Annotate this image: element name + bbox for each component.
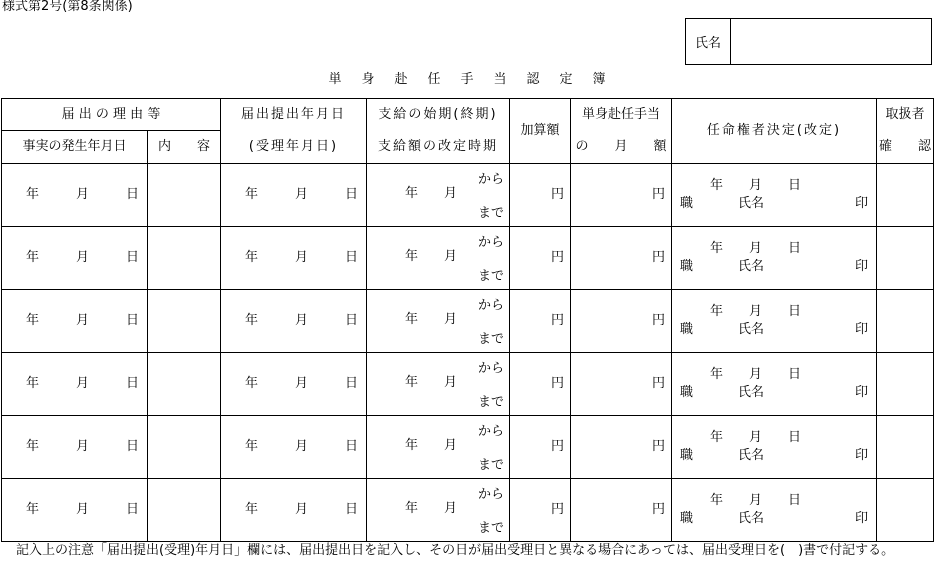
form-number: 様式第2号(第8条関係) <box>2 0 133 14</box>
header-submit-date-line2: (受理年月日) <box>248 139 339 154</box>
day-unit: 日 <box>344 250 358 265</box>
name-label: 氏名 <box>738 322 765 337</box>
year-unit: 年 <box>710 304 724 319</box>
year-unit: 年 <box>710 241 724 256</box>
yen-unit: 円 <box>550 250 564 265</box>
seal-label: 印 <box>854 259 868 274</box>
submit-date-cell[interactable] <box>221 479 367 542</box>
addition-cell[interactable] <box>510 479 571 542</box>
month-unit: 月 <box>294 502 308 517</box>
submit-date-cell[interactable] <box>221 353 367 416</box>
header-submit-date <box>221 99 367 164</box>
day-unit: 日 <box>788 367 802 382</box>
day-unit: 日 <box>344 376 358 391</box>
header-monthly-line2: の 月 額 <box>575 139 667 154</box>
name-label: 氏名 <box>738 448 765 463</box>
confirm-cell[interactable] <box>877 290 934 353</box>
submit-date-cell[interactable] <box>221 290 367 353</box>
to-label: まで <box>477 395 504 410</box>
to-label: まで <box>477 458 504 473</box>
from-label: から <box>477 235 504 250</box>
month-unit: 月 <box>75 313 89 328</box>
content-cell[interactable] <box>148 227 221 290</box>
yen-unit: 円 <box>550 187 564 202</box>
table-row <box>2 479 934 542</box>
year-unit: 年 <box>405 501 419 516</box>
to-label: まで <box>477 521 504 536</box>
table-row <box>2 164 934 227</box>
year-unit: 年 <box>710 430 724 445</box>
monthly-amount-cell[interactable] <box>571 479 672 542</box>
header-confirm <box>877 99 934 164</box>
occurrence-date-cell[interactable] <box>2 479 148 542</box>
header-occurrence-date: 事実の発生年月日 <box>2 131 148 164</box>
yen-unit: 円 <box>651 439 665 454</box>
occurrence-date-cell[interactable] <box>2 416 148 479</box>
month-unit: 月 <box>444 312 458 327</box>
name-label: 氏名 <box>686 19 731 64</box>
month-unit: 月 <box>75 376 89 391</box>
confirm-cell[interactable] <box>877 479 934 542</box>
day-unit: 日 <box>344 439 358 454</box>
month-unit: 月 <box>294 250 308 265</box>
table-row <box>2 416 934 479</box>
name-label: 氏名 <box>738 259 765 274</box>
month-unit: 月 <box>444 501 458 516</box>
yen-unit: 円 <box>651 502 665 517</box>
name-box <box>685 18 932 65</box>
header-monthly-line1: 単身赴任手当 <box>581 107 660 122</box>
decision-cell[interactable] <box>672 290 877 353</box>
year-unit: 年 <box>244 502 258 517</box>
year-unit: 年 <box>25 376 39 391</box>
to-label: まで <box>477 332 504 347</box>
monthly-amount-cell[interactable] <box>571 290 672 353</box>
year-unit: 年 <box>244 187 258 202</box>
month-unit: 月 <box>749 178 763 193</box>
confirm-cell[interactable] <box>877 227 934 290</box>
month-unit: 月 <box>75 187 89 202</box>
year-unit: 年 <box>244 250 258 265</box>
day-unit: 日 <box>788 241 802 256</box>
day-unit: 日 <box>125 187 139 202</box>
occurrence-date-cell[interactable] <box>2 290 148 353</box>
period-cell[interactable] <box>367 416 510 479</box>
confirm-cell[interactable] <box>877 416 934 479</box>
month-unit: 月 <box>294 376 308 391</box>
year-unit: 年 <box>405 438 419 453</box>
from-label: から <box>477 361 504 376</box>
monthly-amount-cell[interactable] <box>571 416 672 479</box>
day-unit: 日 <box>788 178 802 193</box>
from-label: から <box>477 424 504 439</box>
month-unit: 月 <box>444 375 458 390</box>
addition-cell[interactable] <box>510 164 571 227</box>
name-label: 氏名 <box>738 385 765 400</box>
confirm-cell[interactable] <box>877 353 934 416</box>
table-row <box>2 290 934 353</box>
year-unit: 年 <box>710 178 724 193</box>
post-label: 職 <box>680 385 694 400</box>
from-label: から <box>477 298 504 313</box>
day-unit: 日 <box>344 502 358 517</box>
confirm-cell[interactable] <box>877 164 934 227</box>
from-label: から <box>477 487 504 502</box>
certification-register-table <box>1 98 934 542</box>
addition-cell[interactable] <box>510 227 571 290</box>
period-cell[interactable] <box>367 227 510 290</box>
month-unit: 月 <box>444 438 458 453</box>
post-label: 職 <box>680 196 694 211</box>
seal-label: 印 <box>854 322 868 337</box>
content-cell[interactable] <box>148 353 221 416</box>
submit-date-cell[interactable] <box>221 227 367 290</box>
header-content: 内 容 <box>148 131 221 164</box>
seal-label: 印 <box>854 511 868 526</box>
month-unit: 月 <box>749 304 763 319</box>
month-unit: 月 <box>444 249 458 264</box>
monthly-amount-cell[interactable] <box>571 353 672 416</box>
month-unit: 月 <box>749 241 763 256</box>
year-unit: 年 <box>405 375 419 390</box>
yen-unit: 円 <box>651 250 665 265</box>
yen-unit: 円 <box>651 376 665 391</box>
period-cell[interactable] <box>367 164 510 227</box>
occurrence-date-cell[interactable] <box>2 164 148 227</box>
header-period-line1: 支給の始期(終期) <box>378 107 498 122</box>
post-label: 職 <box>680 259 694 274</box>
yen-unit: 円 <box>550 313 564 328</box>
decision-cell[interactable] <box>672 164 877 227</box>
year-unit: 年 <box>244 439 258 454</box>
year-unit: 年 <box>25 187 39 202</box>
month-unit: 月 <box>444 186 458 201</box>
month-unit: 月 <box>294 439 308 454</box>
post-label: 職 <box>680 511 694 526</box>
decision-cell[interactable] <box>672 479 877 542</box>
yen-unit: 円 <box>550 376 564 391</box>
occurrence-date-cell[interactable] <box>2 227 148 290</box>
decision-cell[interactable] <box>672 416 877 479</box>
to-label: まで <box>477 206 504 221</box>
header-period <box>367 99 510 164</box>
seal-label: 印 <box>854 196 868 211</box>
month-unit: 月 <box>75 250 89 265</box>
yen-unit: 円 <box>550 439 564 454</box>
day-unit: 日 <box>125 376 139 391</box>
year-unit: 年 <box>244 376 258 391</box>
table-row <box>2 227 934 290</box>
decision-cell[interactable] <box>672 353 877 416</box>
yen-unit: 円 <box>651 187 665 202</box>
month-unit: 月 <box>749 493 763 508</box>
year-unit: 年 <box>25 250 39 265</box>
year-unit: 年 <box>710 367 724 382</box>
header-confirm-line2: 確 認 <box>878 139 931 154</box>
table-row <box>2 353 934 416</box>
day-unit: 日 <box>344 313 358 328</box>
period-cell[interactable] <box>367 290 510 353</box>
period-cell[interactable] <box>367 479 510 542</box>
year-unit: 年 <box>405 249 419 264</box>
seal-label: 印 <box>854 385 868 400</box>
decision-cell[interactable] <box>672 227 877 290</box>
from-label: から <box>477 172 504 187</box>
header-confirm-line1: 取扱者 <box>885 107 925 122</box>
month-unit: 月 <box>75 439 89 454</box>
post-label: 職 <box>680 448 694 463</box>
year-unit: 年 <box>710 493 724 508</box>
addition-cell[interactable] <box>510 416 571 479</box>
day-unit: 日 <box>344 187 358 202</box>
content-cell[interactable] <box>148 416 221 479</box>
year-unit: 年 <box>244 313 258 328</box>
header-reason: 届 出 の 理 由 等 <box>2 99 221 131</box>
to-label: まで <box>477 269 504 284</box>
post-label: 職 <box>680 322 694 337</box>
yen-unit: 円 <box>550 502 564 517</box>
header-submit-date-line1: 届出提出年月日 <box>240 107 346 122</box>
header-period-line2: 支給額の改定時期 <box>377 139 498 154</box>
content-cell[interactable] <box>148 164 221 227</box>
name-field[interactable] <box>731 19 931 64</box>
day-unit: 日 <box>125 439 139 454</box>
header-addition: 加算額 <box>510 99 571 164</box>
month-unit: 月 <box>294 313 308 328</box>
seal-label: 印 <box>854 448 868 463</box>
year-unit: 年 <box>25 439 39 454</box>
addition-cell[interactable] <box>510 353 571 416</box>
monthly-amount-cell[interactable] <box>571 164 672 227</box>
month-unit: 月 <box>75 502 89 517</box>
day-unit: 日 <box>788 430 802 445</box>
year-unit: 年 <box>405 186 419 201</box>
period-cell[interactable] <box>367 353 510 416</box>
month-unit: 月 <box>749 430 763 445</box>
header-monthly <box>571 99 672 164</box>
name-label: 氏名 <box>738 196 765 211</box>
content-cell[interactable] <box>148 479 221 542</box>
month-unit: 月 <box>749 367 763 382</box>
year-unit: 年 <box>25 502 39 517</box>
day-unit: 日 <box>788 304 802 319</box>
yen-unit: 円 <box>651 313 665 328</box>
submit-date-cell[interactable] <box>221 164 367 227</box>
addition-cell[interactable] <box>510 290 571 353</box>
day-unit: 日 <box>125 313 139 328</box>
content-cell[interactable] <box>148 290 221 353</box>
year-unit: 年 <box>405 312 419 327</box>
header-decision: 任命権者決定(改定) <box>672 99 877 164</box>
day-unit: 日 <box>125 502 139 517</box>
document-title: 単身赴任手当認定簿 <box>328 72 626 87</box>
day-unit: 日 <box>125 250 139 265</box>
day-unit: 日 <box>788 493 802 508</box>
name-label: 氏名 <box>738 511 765 526</box>
year-unit: 年 <box>25 313 39 328</box>
month-unit: 月 <box>294 187 308 202</box>
occurrence-date-cell[interactable] <box>2 353 148 416</box>
submit-date-cell[interactable] <box>221 416 367 479</box>
entry-note: 記入上の注意「届出提出(受理)年月日」欄には、届出提出日を記入し、その日が届出受理日と異なる場合にあっては、届出受理日を( )書で付記する。 <box>16 543 895 558</box>
monthly-amount-cell[interactable] <box>571 227 672 290</box>
